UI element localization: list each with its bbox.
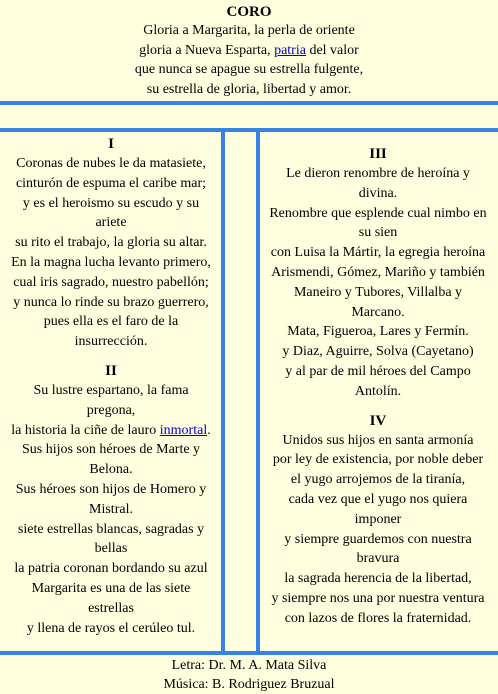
stanza-3-number: III (369, 146, 387, 162)
stanza-4-line: y siempre nos una por nuestra ventura (271, 590, 485, 606)
stanza-2-line: y llena de rayos el cerúleo tul. (26, 620, 196, 636)
stanza-2-line (4, 421, 218, 441)
stanza-4-number: IV (369, 412, 387, 429)
stanza-3-line: Renombre que esplende cual nimbo en (269, 205, 487, 221)
stanza-1-number: I (108, 136, 114, 152)
inmortal-link[interactable]: inmortal (159, 422, 208, 438)
stanza-4-line: la sagrada herencia de la libertad, (284, 571, 472, 587)
left-column (4, 135, 218, 638)
stanza-1-line: Coronas de nubes le da matasiete, (16, 156, 206, 171)
stanza-3-line: Mata, Figueroa, Lares y Fermín. (287, 324, 469, 340)
stanza-4-line: el yugo arrojemos de la tiranía, (290, 472, 466, 488)
stanza-2-line: Belona. (89, 462, 133, 478)
stanza-2-line: Su lustre espartano, la fama (33, 382, 189, 398)
stanza-2 (4, 381, 218, 638)
patria-link[interactable]: patria (274, 42, 306, 58)
stanza-3-line: Le dieron renombre de heroína y (286, 166, 470, 181)
coro-title: CORO (226, 4, 272, 20)
stanza-3-line: y al par de mil héroes del Campo (285, 363, 471, 379)
stanza-3-line: Marcano. (351, 304, 405, 320)
coro-line-3: que nunca se apague su estrella fulgente, (134, 62, 364, 77)
stanza-1-line: En la magna lucha levanto primero, (11, 254, 211, 270)
stanza-2-line: siete estrellas blancas, sagradas y (17, 521, 205, 537)
stanza-3-line: su sien (358, 225, 398, 241)
stanza-4-line: Unidos sus hijos en santa armonía (282, 432, 474, 448)
stanza-3-line: Antolín. (354, 383, 402, 399)
coro-line-2-text: gloria a Nueva Esparta, (139, 42, 275, 58)
stanza-2-line-tail: . (207, 422, 211, 438)
coro-line-1: Gloria a Margarita, la perla de oriente (143, 23, 355, 38)
stanza-1-line: ariete (95, 215, 127, 231)
divider-table-top (0, 128, 498, 132)
stanza-1-line: y nunca lo rinde su brazo guerrero, (13, 294, 209, 310)
stanza-2-line: Sus hijos son héroes de Marte y (21, 442, 201, 458)
coro-line-2 (0, 41, 498, 61)
credits (0, 656, 498, 694)
divider-vertical-right (256, 128, 260, 652)
stanza-1-line: pues ella es el faro de la (43, 314, 179, 330)
stanza-1-line: insurrección. (74, 334, 148, 350)
stanza-2-line: la patria coronan bordando su azul (14, 561, 208, 577)
stanza-2-number: II (105, 362, 117, 379)
stanza-4-line: bravura (356, 551, 400, 567)
stanza-2-line: bellas (94, 541, 128, 557)
stanza-1-line: y es el heroismo su escudo y su (22, 195, 200, 211)
coro-line-4: su estrella de gloria, libertad y amor. (146, 81, 352, 97)
coro-section (0, 0, 498, 102)
stanza-3 (262, 164, 494, 402)
stanza-2-line: Sus héroes son hijos de Homero y (15, 481, 207, 497)
stanza-3-line: y Diaz, Aguirre, Solva (Cayetano) (282, 344, 474, 360)
divider-vertical-left (221, 128, 225, 652)
stanza-2-line-text: la historia la ciñe de lauro (11, 422, 160, 438)
stanza-4-line: cada vez que el yugo nos quiera (288, 491, 468, 507)
divider-top (0, 101, 498, 105)
stanza-4-line: por ley de existencia, por noble deber (272, 452, 484, 468)
divider-table-bottom (0, 651, 498, 655)
credit-musica: Música: B. Rodriguez Bruzual (163, 677, 335, 692)
stanza-2-line: Mistral. (89, 501, 133, 517)
stanza-2-line: estrellas (88, 600, 134, 616)
stanza-3-line: Arismendi, Gómez, Mariño y también (271, 264, 485, 280)
stanza-4-line: imponer (354, 511, 402, 527)
stanza-1-line: cinturón de espuma el caribe mar; (15, 175, 207, 191)
stanza-4 (262, 431, 494, 629)
coro-line-2-tail: del valor (305, 42, 359, 58)
stanza-2-line: Margarita es una de las siete (31, 580, 191, 596)
stanza-3-line: con Luisa la Mártir, la egregia heroína (270, 245, 486, 261)
right-column (262, 145, 494, 629)
stanza-3-line: Maneiro y Tubores, Villalba y (293, 284, 463, 300)
stanza-3-line: divina. (358, 185, 398, 201)
stanza-2-line: pregona, (86, 402, 136, 418)
stanza-1-line: cual iris sagrado, nuestro pabellón; (13, 274, 209, 290)
stanza-1-line: su rito el trabajo, la gloria su altar. (15, 235, 207, 251)
stanza-4-line: con lazos de flores la fraternidad. (284, 610, 472, 626)
stanza-1 (4, 154, 218, 352)
credit-letra: Letra: Dr. M. A. Mata Silva (171, 658, 327, 673)
stanza-4-line: y siempre guardemos con nuestra (284, 531, 472, 547)
